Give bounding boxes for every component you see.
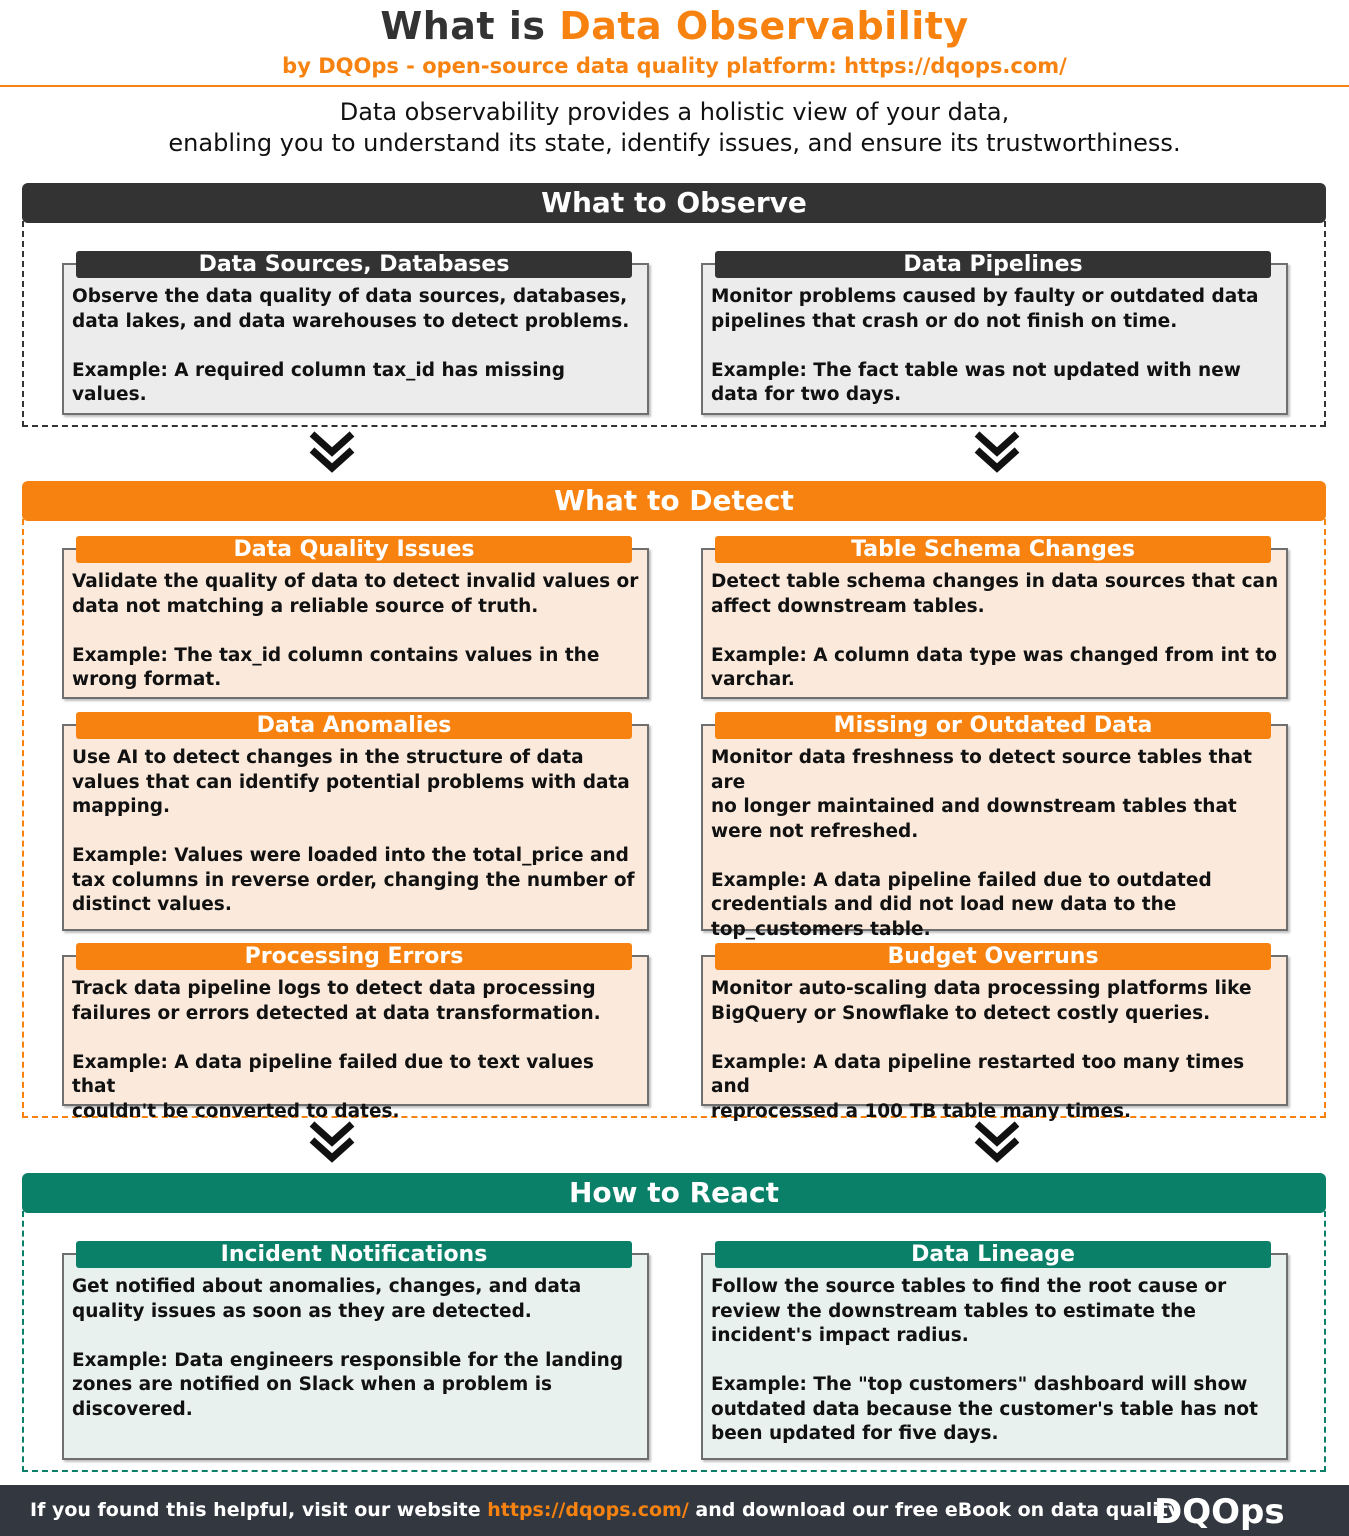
card-text-budget-overruns: Monitor auto-scaling data processing platforms like BigQuery or Snowflake to detect costly queries. Example: A data pipeline restarted too many times and reprocessed a 100 TB table many times.: [711, 978, 1252, 1122]
card-text-data-anomalies: Use AI to detect changes in the structure of data values that can identify potential problems with data mapping. Example: Values were loaded into the total_price and tax columns in reverse order, changing the number of distinct values.: [72, 747, 635, 915]
section-header-detect: What to Detect: [22, 481, 1326, 521]
card-title-data-anomalies: Data Anomalies: [76, 712, 632, 739]
card-text-data-lineage: Follow the source tables to find the root cause or review the downstream tables to estimate the incident's impact radius. Example: The "top customers" dashboard will show outdated data because the customer's table has not been updated for five days.: [711, 1276, 1258, 1444]
card-title-incident-notifications: Incident Notifications: [76, 1241, 632, 1268]
intro-line-2: enabling you to understand its state, identify issues, and ensure its trustworthiness.: [168, 129, 1181, 157]
footer-text-before: If you found this helpful, visit our website: [30, 1499, 488, 1521]
card-text-processing-errors: Track data pipeline logs to detect data processing failures or errors detected at data transformation. Example: A data pipeline failed due to text values that couldn't be converted to dates.: [72, 978, 601, 1122]
card-title-data-pipelines: Data Pipelines: [715, 251, 1271, 278]
section-header-react: How to React: [22, 1173, 1326, 1213]
card-title-processing-errors: Processing Errors: [76, 943, 632, 970]
card-title-data-quality-issues: Data Quality Issues: [76, 536, 632, 563]
svg-text:DQOps: DQOps: [1154, 1492, 1285, 1531]
footer-bar: [0, 1485, 1349, 1536]
title-prefix: What is: [380, 4, 560, 48]
card-text-incident-notifications: Get notified about anomalies, changes, and data quality issues as soon as they are detected. Example: Data engineers responsible for the landing zones are notified on Slack when a problem is discovered.: [72, 1276, 624, 1420]
card-title-data-sources: Data Sources, Databases: [76, 251, 632, 278]
card-text-data-quality-issues: Validate the quality of data to detect invalid values or data not matching a reliable source of truth. Example: The tax_id column contains values in the wrong format.: [72, 571, 639, 690]
card-title-missing-outdated-data: Missing or Outdated Data: [715, 712, 1271, 739]
card-text-data-sources: Observe the data quality of data sources, databases, data lakes, and data warehouses to detect problems. Example: A required column tax_id has missing values.: [72, 286, 630, 405]
chevron-down-icon: [307, 1118, 357, 1168]
card-text-missing-outdated-data: Monitor data freshness to detect source tables that are no longer maintained and downstream tables that were not refreshed. Example: A data pipeline failed due to outdated credentials and did not load new data to the top_customers table.: [711, 747, 1252, 940]
card-title-data-lineage: Data Lineage: [715, 1241, 1271, 1268]
page-title: [0, 4, 1349, 48]
chevron-down-icon: [972, 428, 1022, 478]
section-header-observe: What to Observe: [22, 183, 1326, 223]
card-title-table-schema-changes: Table Schema Changes: [715, 536, 1271, 563]
chevron-down-icon: [972, 1118, 1022, 1168]
header-divider: [0, 85, 1349, 87]
chevron-down-icon: [307, 428, 357, 478]
card-text-data-pipelines: Monitor problems caused by faulty or outdated data pipelines that crash or do not finish on time. Example: The fact table was not updated with new data for two days.: [711, 286, 1259, 405]
footer-link[interactable]: https://dqops.com/: [487, 1499, 689, 1521]
subtitle-link[interactable]: https://dqops.com/: [844, 54, 1067, 78]
footer-text-after: and download our free eBook on data quality: [688, 1499, 1181, 1521]
dqops-logo-icon: [1154, 1491, 1314, 1531]
intro-line-1: Data observability provides a holistic view of your data,: [339, 98, 1010, 126]
intro-text: [0, 97, 1349, 159]
title-accent: Data Observability: [559, 4, 969, 48]
footer-text: [30, 1485, 1180, 1536]
subtitle-text: by DQOps - open-source data quality platform:: [282, 54, 845, 78]
page-subtitle: [0, 54, 1349, 78]
card-text-table-schema-changes: Detect table schema changes in data sources that can affect downstream tables. Example: A column data type was changed from int to varchar.: [711, 571, 1279, 690]
card-title-budget-overruns: Budget Overruns: [715, 943, 1271, 970]
